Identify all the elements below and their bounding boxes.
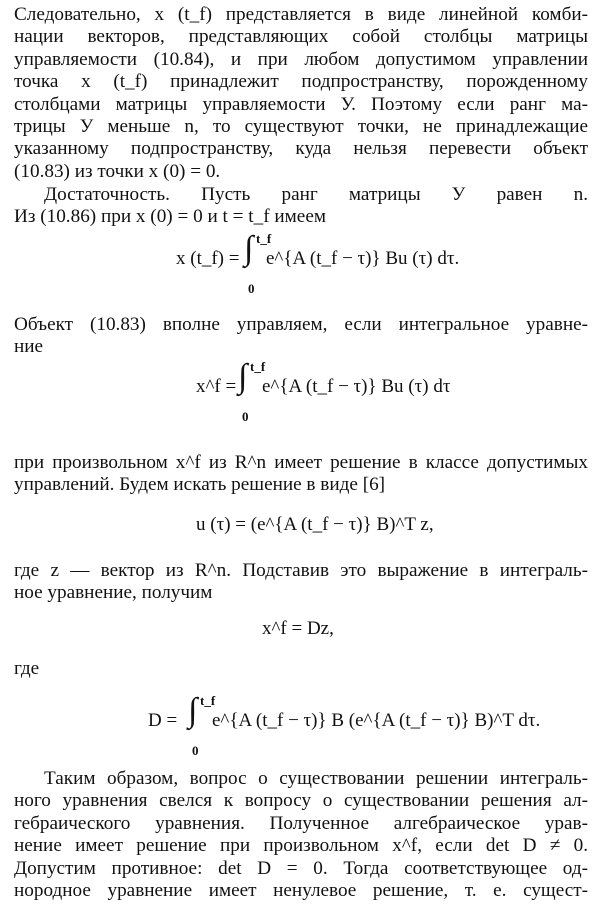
paragraph-solution-class (14, 452, 588, 497)
equation-lhs: x^f = (196, 376, 237, 397)
text-line: где (14, 658, 40, 679)
text-line: Допустим противное: det D = 0. Тогда соответствующее од- (14, 857, 588, 879)
text-line: управлений. Будем искать решение в виде [6] (14, 474, 386, 496)
text-line: Из (10.86) при x (0) = 0 и t = t_f имеем (14, 206, 326, 228)
equation-lhs: D = (148, 710, 178, 731)
text-line: управляемости (10.84), и при любом допустимом управлении (14, 48, 588, 70)
integral-sign: ∫ (188, 692, 198, 729)
paragraph-sufficiency (14, 184, 588, 229)
upper-limit: t_f (250, 359, 266, 374)
text-line: столбцами матрицы управляемости У. Поэтому если ранг ма- (14, 93, 588, 115)
text-line: Следовательно, x (t_f) представляется в виде линейной комби- (14, 4, 588, 25)
text-line: нородное уравнение имеет ненулевое решение, т. е. сущест- (14, 880, 588, 902)
text-line: точка x (t_f) принадлежит подпространству, порожденному (14, 71, 588, 93)
paragraph-necessity-conclusion (14, 4, 588, 183)
equation-xf-dz: x^f = Dz, (262, 618, 334, 639)
integrand: e^{A (t_f − τ)} Bu (τ) dτ (262, 376, 451, 397)
text-line: гебраического уравнения. Полученное алгебраическое урав- (14, 812, 588, 834)
lower-limit: 0 (192, 743, 199, 758)
upper-limit: t_f (256, 231, 272, 246)
integral-sign: ∫ (244, 230, 254, 267)
text-line: Объект (10.83) вполне управляем, если интегральное уравне- (14, 314, 588, 335)
integral-sign: ∫ (238, 358, 248, 395)
text-line: указанному подпространству, куда нельзя перевести объект (14, 138, 588, 160)
text-line: (10.83) из точки x (0) = 0. (14, 160, 221, 182)
text-line: при произвольном x^f из R^n имеет решение в классе допустимых (14, 452, 588, 473)
text-line: ного уравнения свелся к вопросу о существовании решения ал- (14, 790, 588, 812)
lower-limit: 0 (248, 281, 255, 296)
equation-control-form: u (τ) = (e^{A (t_f − τ)} B)^T z, (196, 514, 434, 535)
integrand: e^{A (t_f − τ)} B (e^{A (t_f − τ)} B)^T dτ. (212, 710, 541, 731)
paragraph-substitution (14, 560, 588, 605)
upper-limit: t_f (200, 693, 216, 708)
text-line: Достаточность. Пусть ранг матрицы У равен n. (44, 184, 588, 205)
text-line: трицы У меньше n, то существуют точки, не принадлежащие (14, 116, 588, 138)
integrand: e^{A (t_f − τ)} Bu (τ) dτ. (266, 248, 460, 269)
text-line: нации векторов, представляющих собой столбцы матрицы (14, 26, 588, 48)
lower-limit: 0 (242, 409, 249, 424)
paragraph-controllability-condition (14, 314, 588, 359)
equation-lhs: x (t_f) = (176, 248, 240, 269)
paragraph-algebraic-reduction (14, 768, 588, 902)
text-line: где z — вектор из R^n. Подставив это выражение в интеграль- (14, 560, 588, 581)
text-line: ное уравнение, получим (14, 582, 213, 604)
text-line: Таким образом, вопрос о существовании решении интеграль- (44, 768, 588, 789)
paragraph-where (14, 658, 588, 680)
text-line: ние (14, 336, 44, 358)
text-line: нение имеет решение при произвольном x^f, если det D ≠ 0. (14, 835, 588, 857)
